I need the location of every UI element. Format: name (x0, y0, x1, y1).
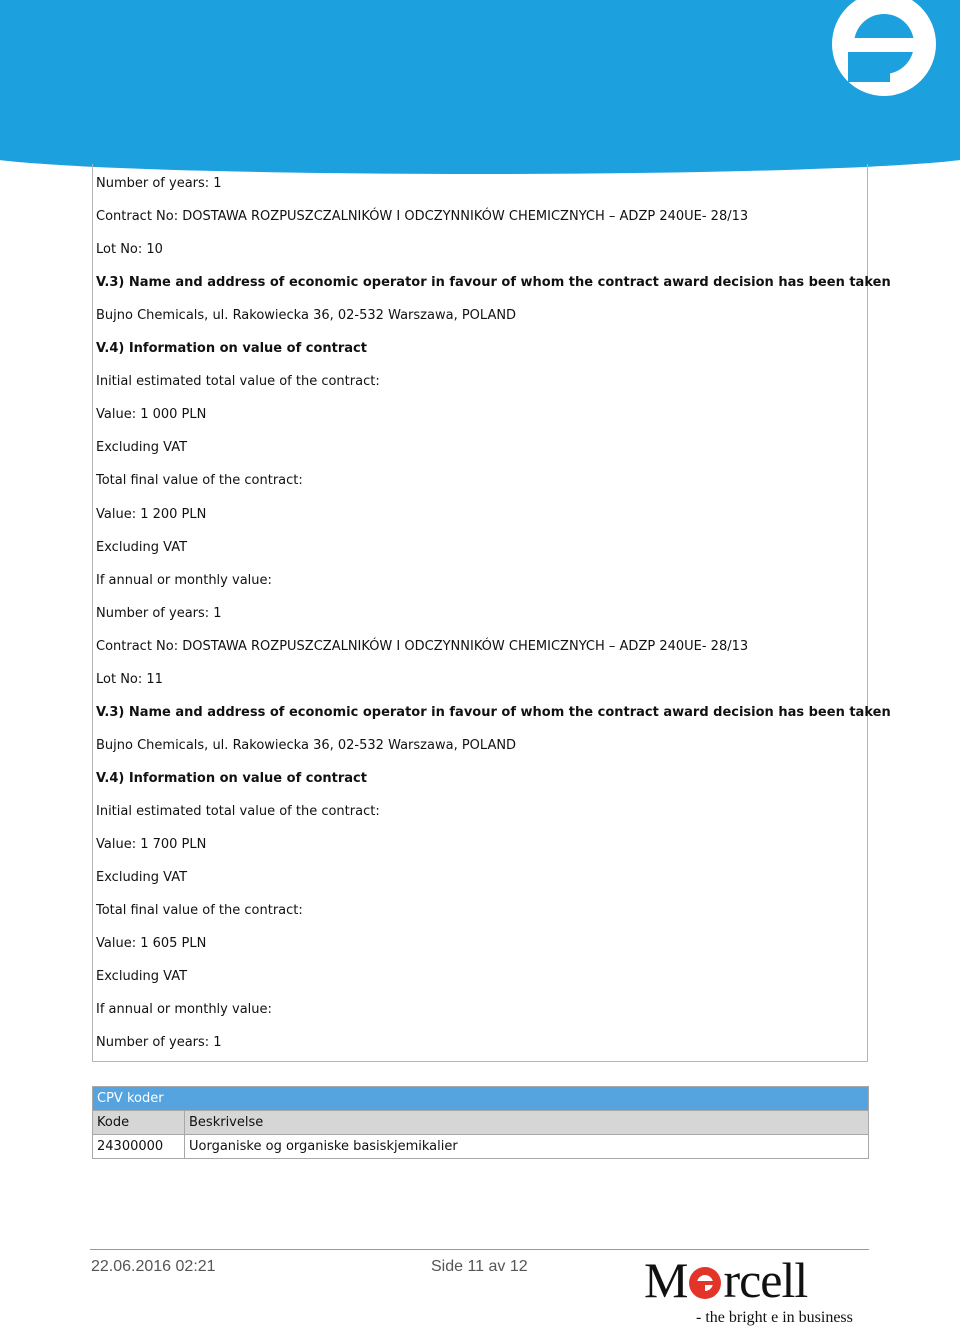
detail-line: Value: 1 700 PLN (96, 837, 207, 852)
section-heading: V.4) Information on value of contract (96, 341, 367, 356)
footer-page-number: Side 11 av 12 (431, 1258, 528, 1275)
detail-line: If annual or monthly value: (96, 1002, 272, 1017)
detail-line: Bujno Chemicals, ul. Rakowiecka 36, 02-532 Warszawa, POLAND (96, 738, 517, 753)
detail-line: Value: 1 200 PLN (96, 507, 207, 522)
section-heading: V.3) Name and address of economic operator in favour of whom the contract award decision has been taken (96, 275, 891, 290)
detail-line: Excluding VAT (96, 969, 188, 984)
cpv-header-code: Kode (93, 1111, 185, 1135)
detail-line: Initial estimated total value of the contract: (96, 804, 380, 819)
footer-date: 22.06.2016 02:21 (91, 1258, 216, 1275)
detail-line: If annual or monthly value: (96, 573, 272, 588)
cpv-header-description: Beskrivelse (185, 1111, 869, 1135)
detail-line: Value: 1 605 PLN (96, 936, 207, 951)
cpv-description: Uorganiske og organiske basiskjemikalier (185, 1135, 869, 1159)
detail-line: Excluding VAT (96, 870, 188, 885)
detail-line: Contract No: DOSTAWA ROZPUSZCZALNIKÓW I ODCZYNNIKÓW CHEMICZNYCH – ADZP 240UE- 28/13 (96, 639, 749, 654)
brand-e-icon (688, 1266, 722, 1300)
detail-line: Value: 1 000 PLN (96, 407, 207, 422)
header-band (0, 0, 960, 160)
detail-line: Total final value of the contract: (96, 903, 303, 918)
mercell-brand-logo (644, 1254, 870, 1329)
cpv-table-title: CPV koder (93, 1087, 869, 1111)
detail-line: Bujno Chemicals, ul. Rakowiecka 36, 02-532 Warszawa, POLAND (96, 308, 517, 323)
table-row (93, 1135, 869, 1159)
detail-line: Number of years: 1 (96, 176, 222, 191)
detail-line: Initial estimated total value of the contract: (96, 374, 380, 389)
section-heading: V.3) Name and address of economic operator in favour of whom the contract award decision has been taken (96, 705, 891, 720)
detail-line: Lot No: 11 (96, 672, 163, 687)
brand-word-end: rcell (723, 1252, 808, 1308)
detail-line: Contract No: DOSTAWA ROZPUSZCZALNIKÓW I ODCZYNNIKÓW CHEMICZNYCH – ADZP 240UE- 28/13 (96, 209, 749, 224)
section-heading: V.4) Information on value of contract (96, 771, 367, 786)
detail-line: Total final value of the contract: (96, 473, 303, 488)
mercell-e-logo-icon (818, 0, 948, 112)
cpv-code: 24300000 (93, 1135, 185, 1159)
detail-line: Number of years: 1 (96, 1035, 222, 1050)
cpv-table (92, 1086, 869, 1159)
detail-line: Number of years: 1 (96, 606, 222, 621)
detail-line: Lot No: 10 (96, 242, 163, 257)
detail-line: Excluding VAT (96, 440, 188, 455)
brand-word-start: M (644, 1252, 688, 1308)
brand-tagline: - the bright e in business (696, 1309, 853, 1326)
footer-divider (90, 1249, 869, 1250)
detail-line: Excluding VAT (96, 540, 188, 555)
